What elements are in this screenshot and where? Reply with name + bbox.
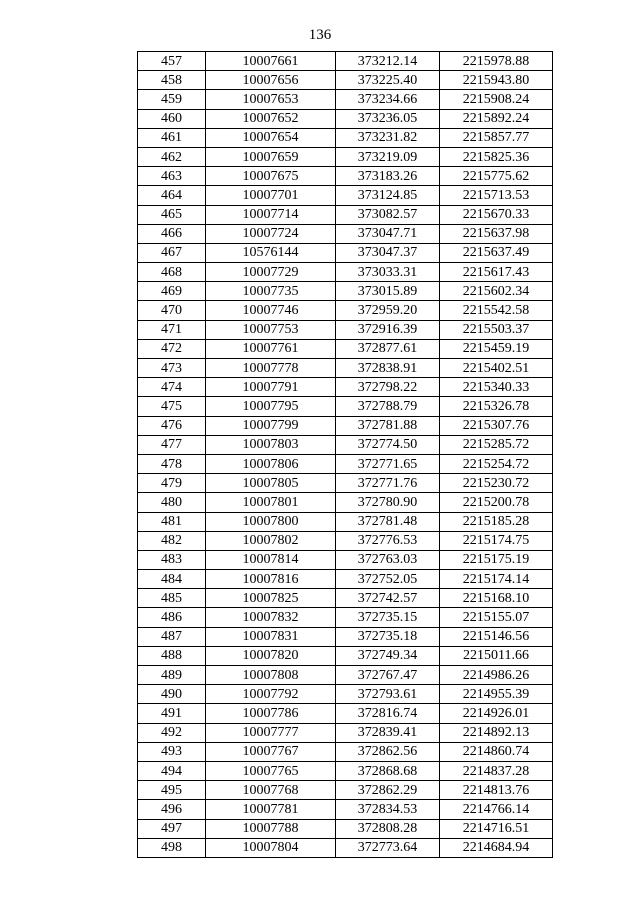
point-id-cell: 10007825 [206, 589, 336, 608]
point-id-cell: 10007724 [206, 224, 336, 243]
point-id-cell: 10007799 [206, 416, 336, 435]
table-row [138, 800, 553, 819]
table-row [138, 224, 553, 243]
point-id-cell: 10007714 [206, 205, 336, 224]
row-number-cell: 481 [138, 512, 206, 531]
table-row [138, 167, 553, 186]
table-row [138, 723, 553, 742]
point-id-cell: 10007653 [206, 90, 336, 109]
point-id-cell: 10007778 [206, 359, 336, 378]
y-coordinate-cell: 2214716.51 [440, 819, 553, 838]
row-number-cell: 478 [138, 454, 206, 473]
x-coordinate-cell: 373234.66 [336, 90, 440, 109]
point-id-cell: 10007800 [206, 512, 336, 531]
y-coordinate-cell: 2215168.10 [440, 589, 553, 608]
x-coordinate-cell: 372763.03 [336, 550, 440, 569]
y-coordinate-cell: 2214837.28 [440, 761, 553, 780]
row-number-cell: 477 [138, 435, 206, 454]
row-number-cell: 480 [138, 493, 206, 512]
table-row [138, 781, 553, 800]
point-id-cell: 10007788 [206, 819, 336, 838]
point-id-cell: 10007661 [206, 52, 336, 71]
y-coordinate-cell: 2215892.24 [440, 109, 553, 128]
row-number-cell: 484 [138, 570, 206, 589]
y-coordinate-cell: 2215713.53 [440, 186, 553, 205]
table-row [138, 359, 553, 378]
row-number-cell: 495 [138, 781, 206, 800]
y-coordinate-cell: 2215155.07 [440, 608, 553, 627]
y-coordinate-cell: 2215637.49 [440, 243, 553, 262]
y-coordinate-cell: 2215185.28 [440, 512, 553, 531]
x-coordinate-cell: 373219.09 [336, 147, 440, 166]
point-id-cell: 10007654 [206, 128, 336, 147]
row-number-cell: 476 [138, 416, 206, 435]
point-id-cell: 10007820 [206, 646, 336, 665]
table-row [138, 685, 553, 704]
x-coordinate-cell: 372877.61 [336, 339, 440, 358]
page-number: 136 [308, 27, 332, 43]
y-coordinate-cell: 2215146.56 [440, 627, 553, 646]
table-row [138, 646, 553, 665]
row-number-cell: 483 [138, 550, 206, 569]
table-row [138, 474, 553, 493]
table-row [138, 416, 553, 435]
x-coordinate-cell: 372771.65 [336, 454, 440, 473]
row-number-cell: 490 [138, 685, 206, 704]
row-number-cell: 468 [138, 263, 206, 282]
y-coordinate-cell: 2215200.78 [440, 493, 553, 512]
y-coordinate-cell: 2215978.88 [440, 52, 553, 71]
x-coordinate-cell: 372780.90 [336, 493, 440, 512]
table-row [138, 742, 553, 761]
point-id-cell: 10007777 [206, 723, 336, 742]
point-id-cell: 10007804 [206, 838, 336, 857]
point-id-cell: 10576144 [206, 243, 336, 262]
table-row [138, 301, 553, 320]
x-coordinate-cell: 372816.74 [336, 704, 440, 723]
x-coordinate-cell: 372839.41 [336, 723, 440, 742]
point-id-cell: 10007808 [206, 666, 336, 685]
y-coordinate-cell: 2215943.80 [440, 71, 553, 90]
table-row [138, 243, 553, 262]
table-row [138, 589, 553, 608]
x-coordinate-cell: 372774.50 [336, 435, 440, 454]
point-id-cell: 10007791 [206, 378, 336, 397]
y-coordinate-cell: 2215825.36 [440, 147, 553, 166]
x-coordinate-cell: 373212.14 [336, 52, 440, 71]
coordinates-table-body [138, 52, 553, 858]
point-id-cell: 10007652 [206, 109, 336, 128]
table-row [138, 819, 553, 838]
row-number-cell: 473 [138, 359, 206, 378]
point-id-cell: 10007701 [206, 186, 336, 205]
table-row [138, 704, 553, 723]
y-coordinate-cell: 2214766.14 [440, 800, 553, 819]
point-id-cell: 10007805 [206, 474, 336, 493]
y-coordinate-cell: 2215459.19 [440, 339, 553, 358]
point-id-cell: 10007761 [206, 339, 336, 358]
row-number-cell: 493 [138, 742, 206, 761]
row-number-cell: 462 [138, 147, 206, 166]
table-row [138, 435, 553, 454]
x-coordinate-cell: 373183.26 [336, 167, 440, 186]
point-id-cell: 10007832 [206, 608, 336, 627]
table-row [138, 109, 553, 128]
point-id-cell: 10007803 [206, 435, 336, 454]
table-row [138, 320, 553, 339]
x-coordinate-cell: 372834.53 [336, 800, 440, 819]
y-coordinate-cell: 2215637.98 [440, 224, 553, 243]
x-coordinate-cell: 373033.31 [336, 263, 440, 282]
point-id-cell: 10007831 [206, 627, 336, 646]
x-coordinate-cell: 372735.15 [336, 608, 440, 627]
y-coordinate-cell: 2215285.72 [440, 435, 553, 454]
row-number-cell: 474 [138, 378, 206, 397]
y-coordinate-cell: 2215503.37 [440, 320, 553, 339]
table-row [138, 570, 553, 589]
table-row [138, 454, 553, 473]
row-number-cell: 471 [138, 320, 206, 339]
y-coordinate-cell: 2215326.78 [440, 397, 553, 416]
x-coordinate-cell: 372749.34 [336, 646, 440, 665]
point-id-cell: 10007765 [206, 761, 336, 780]
y-coordinate-cell: 2214926.01 [440, 704, 553, 723]
row-number-cell: 464 [138, 186, 206, 205]
row-number-cell: 492 [138, 723, 206, 742]
x-coordinate-cell: 372781.88 [336, 416, 440, 435]
y-coordinate-cell: 2215174.14 [440, 570, 553, 589]
table-row [138, 71, 553, 90]
row-number-cell: 458 [138, 71, 206, 90]
row-number-cell: 491 [138, 704, 206, 723]
row-number-cell: 498 [138, 838, 206, 857]
x-coordinate-cell: 373047.37 [336, 243, 440, 262]
x-coordinate-cell: 372767.47 [336, 666, 440, 685]
y-coordinate-cell: 2215011.66 [440, 646, 553, 665]
row-number-cell: 479 [138, 474, 206, 493]
x-coordinate-cell: 372838.91 [336, 359, 440, 378]
x-coordinate-cell: 372916.39 [336, 320, 440, 339]
point-id-cell: 10007656 [206, 71, 336, 90]
x-coordinate-cell: 372868.68 [336, 761, 440, 780]
y-coordinate-cell: 2214860.74 [440, 742, 553, 761]
point-id-cell: 10007746 [206, 301, 336, 320]
row-number-cell: 496 [138, 800, 206, 819]
point-id-cell: 10007753 [206, 320, 336, 339]
table-row [138, 397, 553, 416]
x-coordinate-cell: 373082.57 [336, 205, 440, 224]
point-id-cell: 10007795 [206, 397, 336, 416]
row-number-cell: 465 [138, 205, 206, 224]
row-number-cell: 494 [138, 761, 206, 780]
row-number-cell: 459 [138, 90, 206, 109]
coordinates-table [137, 51, 553, 858]
table-row [138, 205, 553, 224]
table-row [138, 339, 553, 358]
point-id-cell: 10007659 [206, 147, 336, 166]
point-id-cell: 10007792 [206, 685, 336, 704]
row-number-cell: 472 [138, 339, 206, 358]
x-coordinate-cell: 372788.79 [336, 397, 440, 416]
row-number-cell: 482 [138, 531, 206, 550]
x-coordinate-cell: 373225.40 [336, 71, 440, 90]
table-row [138, 186, 553, 205]
y-coordinate-cell: 2214813.76 [440, 781, 553, 800]
table-row [138, 378, 553, 397]
table-row [138, 608, 553, 627]
point-id-cell: 10007806 [206, 454, 336, 473]
x-coordinate-cell: 372773.64 [336, 838, 440, 857]
x-coordinate-cell: 372798.22 [336, 378, 440, 397]
y-coordinate-cell: 2215254.72 [440, 454, 553, 473]
row-number-cell: 485 [138, 589, 206, 608]
y-coordinate-cell: 2214684.94 [440, 838, 553, 857]
point-id-cell: 10007675 [206, 167, 336, 186]
row-number-cell: 489 [138, 666, 206, 685]
table-row [138, 550, 553, 569]
row-number-cell: 475 [138, 397, 206, 416]
row-number-cell: 460 [138, 109, 206, 128]
point-id-cell: 10007816 [206, 570, 336, 589]
point-id-cell: 10007801 [206, 493, 336, 512]
table-row [138, 263, 553, 282]
y-coordinate-cell: 2215307.76 [440, 416, 553, 435]
x-coordinate-cell: 373124.85 [336, 186, 440, 205]
x-coordinate-cell: 372862.56 [336, 742, 440, 761]
y-coordinate-cell: 2215602.34 [440, 282, 553, 301]
y-coordinate-cell: 2214986.26 [440, 666, 553, 685]
point-id-cell: 10007729 [206, 263, 336, 282]
x-coordinate-cell: 372862.29 [336, 781, 440, 800]
table-row [138, 666, 553, 685]
table-row [138, 282, 553, 301]
x-coordinate-cell: 372742.57 [336, 589, 440, 608]
y-coordinate-cell: 2215542.58 [440, 301, 553, 320]
point-id-cell: 10007768 [206, 781, 336, 800]
x-coordinate-cell: 373231.82 [336, 128, 440, 147]
y-coordinate-cell: 2215617.43 [440, 263, 553, 282]
y-coordinate-cell: 2215670.33 [440, 205, 553, 224]
table-row [138, 531, 553, 550]
table-row [138, 90, 553, 109]
table-row [138, 493, 553, 512]
table-row [138, 761, 553, 780]
row-number-cell: 470 [138, 301, 206, 320]
y-coordinate-cell: 2215230.72 [440, 474, 553, 493]
x-coordinate-cell: 372752.05 [336, 570, 440, 589]
row-number-cell: 488 [138, 646, 206, 665]
x-coordinate-cell: 372735.18 [336, 627, 440, 646]
row-number-cell: 487 [138, 627, 206, 646]
table-row [138, 52, 553, 71]
row-number-cell: 469 [138, 282, 206, 301]
x-coordinate-cell: 372793.61 [336, 685, 440, 704]
y-coordinate-cell: 2215340.33 [440, 378, 553, 397]
point-id-cell: 10007786 [206, 704, 336, 723]
row-number-cell: 486 [138, 608, 206, 627]
y-coordinate-cell: 2215775.62 [440, 167, 553, 186]
x-coordinate-cell: 372808.28 [336, 819, 440, 838]
y-coordinate-cell: 2215857.77 [440, 128, 553, 147]
x-coordinate-cell: 372771.76 [336, 474, 440, 493]
point-id-cell: 10007735 [206, 282, 336, 301]
row-number-cell: 461 [138, 128, 206, 147]
point-id-cell: 10007767 [206, 742, 336, 761]
row-number-cell: 457 [138, 52, 206, 71]
row-number-cell: 463 [138, 167, 206, 186]
point-id-cell: 10007814 [206, 550, 336, 569]
table-row [138, 147, 553, 166]
x-coordinate-cell: 373047.71 [336, 224, 440, 243]
y-coordinate-cell: 2215402.51 [440, 359, 553, 378]
table-row [138, 627, 553, 646]
x-coordinate-cell: 373236.05 [336, 109, 440, 128]
table-row [138, 838, 553, 857]
table-row [138, 128, 553, 147]
x-coordinate-cell: 372776.53 [336, 531, 440, 550]
point-id-cell: 10007781 [206, 800, 336, 819]
y-coordinate-cell: 2215174.75 [440, 531, 553, 550]
table-row [138, 512, 553, 531]
row-number-cell: 467 [138, 243, 206, 262]
y-coordinate-cell: 2215175.19 [440, 550, 553, 569]
row-number-cell: 497 [138, 819, 206, 838]
y-coordinate-cell: 2214955.39 [440, 685, 553, 704]
x-coordinate-cell: 373015.89 [336, 282, 440, 301]
y-coordinate-cell: 2214892.13 [440, 723, 553, 742]
point-id-cell: 10007802 [206, 531, 336, 550]
x-coordinate-cell: 372781.48 [336, 512, 440, 531]
x-coordinate-cell: 372959.20 [336, 301, 440, 320]
row-number-cell: 466 [138, 224, 206, 243]
y-coordinate-cell: 2215908.24 [440, 90, 553, 109]
